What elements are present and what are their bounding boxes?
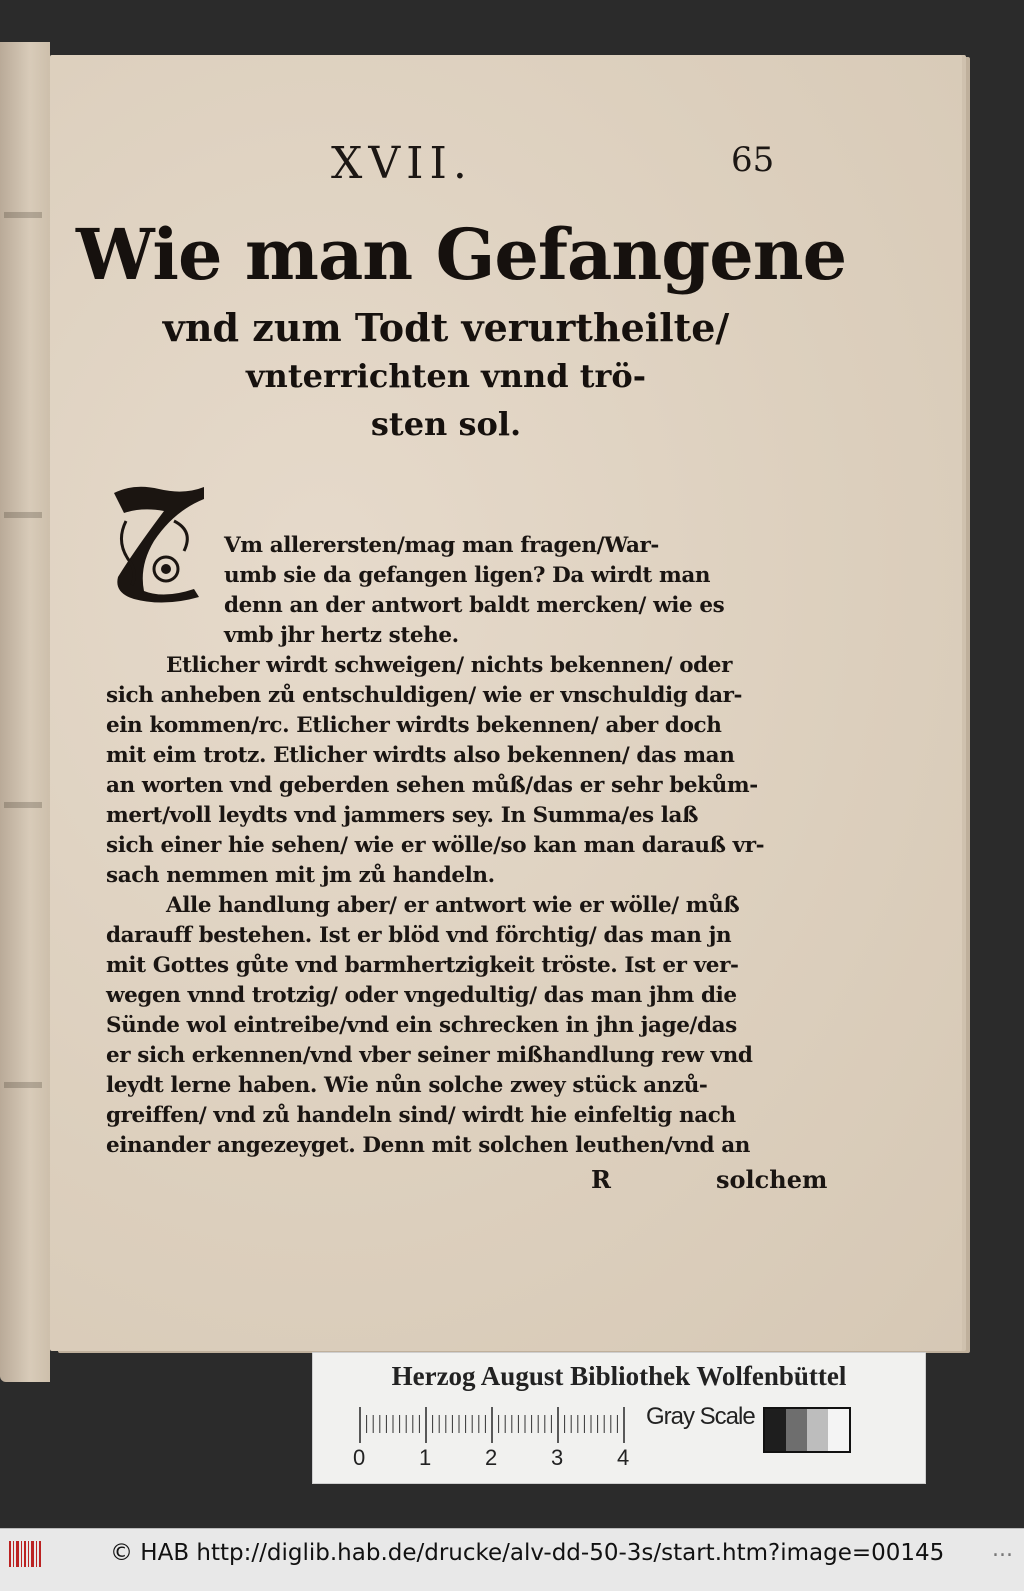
text-line: ein kommen/rc. Etlicher wirdts bekennen/ aber doch <box>106 713 722 738</box>
chapter-number: XVII. <box>331 138 473 189</box>
ruler-label: 2 <box>485 1445 498 1470</box>
gray-patch <box>765 1409 786 1451</box>
book-page <box>50 55 962 1351</box>
ruler-label: 1 <box>419 1445 432 1470</box>
facing-page-edge <box>0 42 50 1382</box>
text-line: Vm allerersten/mag man fragen/War- <box>224 533 659 558</box>
text-line: sich anheben zů entschuldigen/ wie er vnschuldig dar- <box>106 683 743 708</box>
scale-ruler <box>358 1405 633 1445</box>
text-line: vmb jhr hertz stehe. <box>224 623 459 648</box>
gray-scale-patches <box>763 1407 851 1453</box>
text-line: Etlicher wirdt schweigen/ nichts bekennen/ oder <box>166 653 733 678</box>
more-options-icon[interactable]: ... <box>992 1537 1013 1562</box>
page-header <box>76 138 816 198</box>
initial-letter: Z <box>104 481 105 482</box>
page-title: Wie man Gefangene <box>76 213 847 296</box>
initial-ornament <box>161 564 171 574</box>
page-subtitle-line: sten sol. <box>370 405 522 443</box>
gray-patch <box>807 1409 828 1451</box>
initial-stroke <box>114 487 204 603</box>
ruler-label: 4 <box>617 1445 630 1470</box>
text-line: mit Gottes gůte vnd barmhertzigkeit tröste. Ist er ver- <box>106 953 739 978</box>
viewer-footer <box>0 1528 1024 1591</box>
facing-page-bleed <box>4 212 42 218</box>
text-line: sich einer hie sehen/ wie er wölle/so kan man darauß vr- <box>106 833 765 858</box>
text-line: mert/voll leydts vnd jammers sey. In Summa/es laß <box>106 803 699 828</box>
text-line: umb sie da gefangen ligen? Da wirdt man <box>224 563 711 588</box>
text-line: Sünde wol eintreibe/vnd ein schrecken in jhn jage/das <box>106 1013 737 1038</box>
ruler-ticks <box>360 1407 624 1443</box>
text-line: sach nemmen mit jm zů handeln. <box>106 863 495 888</box>
initial-flourish <box>174 521 187 551</box>
barcode-icon <box>8 1539 44 1569</box>
page-number: 65 <box>731 140 775 180</box>
page-subtitle-line: vnd zum Todt verurtheilte/ <box>162 305 730 350</box>
color-calibration-card <box>312 1352 926 1484</box>
gray-patch <box>786 1409 807 1451</box>
text-line: leydt lerne haben. Wie nůn solche zwey stück anzů- <box>106 1073 708 1098</box>
ruler-label: 3 <box>551 1445 564 1470</box>
page-content <box>76 55 847 1351</box>
page-subtitle-line: vnterrichten vnnd trö- <box>245 357 647 395</box>
text-line: an worten vnd geberden sehen můß/das er sehr bekům- <box>106 773 758 798</box>
copyright-url[interactable]: © HAB http://diglib.hab.de/drucke/alv-dd-50-3s/start.htm?image=00145 <box>110 1540 945 1566</box>
text-line: darauff bestehen. Ist er blöd vnd förchtig/ das man jn <box>106 923 732 948</box>
text-line: greiffen/ vnd zů handeln sind/ wirdt hie einfeltig nach <box>106 1103 736 1128</box>
text-line: denn an der antwort baldt mercken/ wie es <box>224 593 725 618</box>
facing-page-bleed <box>4 512 42 518</box>
text-line: Alle handlung aber/ er antwort wie er wölle/ můß <box>166 893 740 918</box>
gray-patch <box>828 1409 849 1451</box>
decorated-initial <box>104 481 214 605</box>
text-line: mit eim trotz. Etlicher wirdts also bekennen/ das man <box>106 743 735 768</box>
facing-page-bleed <box>4 802 42 808</box>
ruler-label: 0 <box>353 1445 366 1470</box>
text-line: einander angezeyget. Denn mit solchen leuthen/vnd an <box>106 1133 750 1158</box>
text-line: wegen vnnd trotzig/ oder vngedultig/ das man jhm die <box>106 983 737 1008</box>
card-title: Herzog August Bibliothek Wolfenbüttel <box>391 1361 847 1391</box>
gray-scale-label: Gray Scale <box>646 1403 755 1430</box>
text-line: er sich erkennen/vnd vber seiner mißhandlung rew vnd <box>106 1043 753 1068</box>
facing-page-bleed <box>4 1082 42 1088</box>
signature-mark: R <box>591 1165 611 1194</box>
catchword: solchem <box>716 1165 828 1194</box>
